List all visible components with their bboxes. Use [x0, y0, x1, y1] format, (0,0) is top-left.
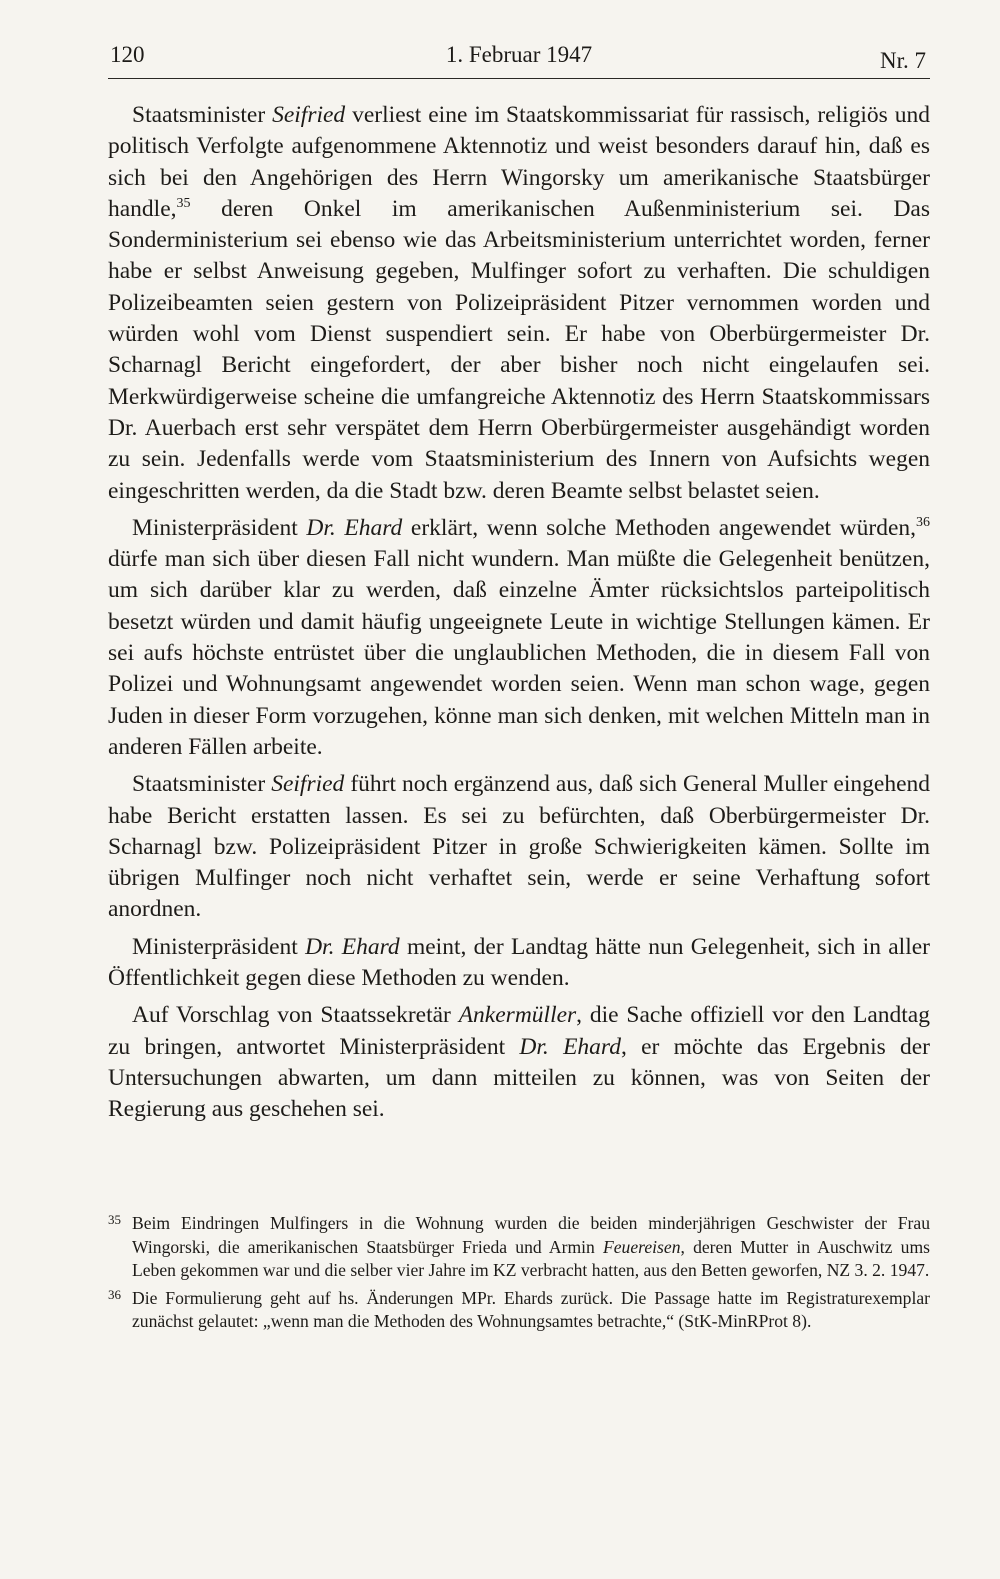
paragraph — [108, 1000, 930, 1125]
text-run: erklärt, wenn solche Methoden angewendet würden, — [402, 514, 917, 541]
footnotes — [108, 1212, 930, 1338]
person-name: Feuereisen — [602, 1236, 681, 1257]
text-run: Ministerpräsident — [132, 933, 306, 960]
text-run: Ministerpräsident — [132, 514, 307, 541]
main-text — [108, 100, 930, 1132]
paragraph — [108, 769, 930, 925]
text-run: führt noch ergänzend aus, daß sich General Muller eingehend habe Bericht erstatten lassen. Es sei zu befürchten, daß Oberbürgermeister Dr. Scharnagl bzw. Polizeipräsident Pitzer in große Schwierigkeiten kämen. Sollte im übrigen Mulfinger noch nicht verhaftet sein, werde er seine Verhaftung sofort anordnen. — [108, 771, 931, 923]
text-run: deren Onkel im amerikanischen Außenministerium sei. Das Sonderministerium sei ebenso wie das Arbeitsministerium unterrichtet worden, ferner habe er selbst Anweisung gegeben, Mulfinger sofort zu verhaften. Die schuldigen Polizeibeamten seien gestern von Polizeipräsident Pitzer vernommen worden und würden wohl vom Dienst suspendiert sein. Er habe von Oberbürgermeister Dr. Scharnagl Bericht eingefordert, der aber bisher noch nicht eingelaufen sei. Merkwürdigerweise scheine die umfangreiche Aktennotiz des Herrn Staatskommissars Dr. Auerbach erst sehr verspätet dem Herrn Oberbürgermeister ausgehändigt worden zu sein. Jedenfalls werde vom Staatsministerium des Innern von Aufsichts wegen eingeschritten werden, da die Stadt bzw. deren Beamte selbst belastet seien. — [108, 195, 930, 504]
text-run: , deren Mutter in Auschwitz ums Leben gekommen war und die selber vier Jahre im KZ verbracht hatten, aus den Betten geworfen, NZ 3. 2. 1947. — [132, 1236, 930, 1281]
footnote-reference: 36 — [916, 515, 931, 531]
text-run: Staatsminister — [132, 771, 272, 798]
text-run: verliest eine im Staatskommissariat für rassisch, religiös und politisch Verfolgte aufgenommene Aktennotiz und weist besonders darauf hin, daß es sich bei den Angehörigen des Herrn Wingorsky um amerikanische Staatsbürger handle, — [108, 102, 930, 222]
footnote — [108, 1212, 930, 1283]
footnote-text — [132, 1287, 930, 1334]
text-run: Beim Eindringen Mulfingers in die Wohnung wurden die beiden minderjährigen Geschwister der Frau Wingorski, die amerikanischen Staatsbürger Frieda und Armin — [132, 1213, 930, 1257]
footnote-reference: 35 — [176, 196, 191, 212]
paragraph — [108, 932, 930, 995]
person-name: Seifried — [271, 771, 345, 798]
running-head — [108, 38, 930, 79]
footnote-number: 35 — [108, 1212, 121, 1227]
header-date: 1. Februar 1947 — [445, 42, 593, 67]
person-name: Seifried — [272, 102, 346, 128]
text-run: dürfe man sich über diesen Fall nicht wundern. Man müßte die Gelegenheit benützen, um sich darüber klar zu werden, daß einzelne Ämter rücksichtslos parteipolitisch besetzt würden und damit häufig ungeeignete Leute in wichtige Stellungen kämen. Er sei aufs höchste entrüstet über die unglaublichen Methoden, die in diesem Fall von Polizei und Wohnungsamt angewendet worden seien. Wenn man schon wage, gegen Juden in dieser Form vorzugehen, könne man sich denken, mit welchen Mitteln man in anderen Fällen arbeite. — [108, 546, 930, 760]
paragraph — [108, 513, 930, 763]
footnote-number: 36 — [108, 1286, 121, 1302]
page-number: 120 — [110, 42, 145, 67]
text-run: , die Sache offiziell vor den Landtag zu bringen, antwortet Ministerpräsident — [108, 1002, 930, 1060]
person-name: Dr. Ehard — [519, 1033, 621, 1060]
issue-number: Nr. 7 — [880, 48, 926, 73]
footnote — [108, 1287, 930, 1334]
person-name: Dr. Ehard — [305, 933, 400, 960]
person-name: Dr. Ehard — [306, 514, 403, 541]
footnote-text — [132, 1212, 930, 1283]
text-run: Staatsminister — [132, 102, 273, 128]
paragraph — [108, 100, 930, 507]
text-run: Die Formulierung geht auf hs. Änderungen MPr. Ehards zurück. Die Passage hatte im Registraturexemplar zunächst gelautet: „wenn man die Methoden des Wohnungsamtes betrachte,“ (StK-MinRProt 8). — [132, 1287, 930, 1332]
text-run: Auf Vorschlag von Staatssekretär — [132, 1002, 459, 1029]
person-name: Ankermüller — [458, 1002, 577, 1029]
text-run: meint, der Landtag hätte nun Gelegenheit, sich in aller Öffentlichkeit gegen diese Methoden zu wenden. — [108, 933, 930, 992]
text-run: , er möchte das Ergebnis der Untersuchungen abwarten, um dann mitteilen zu können, was von Seiten der Regierung aus geschehen sei. — [108, 1033, 931, 1123]
